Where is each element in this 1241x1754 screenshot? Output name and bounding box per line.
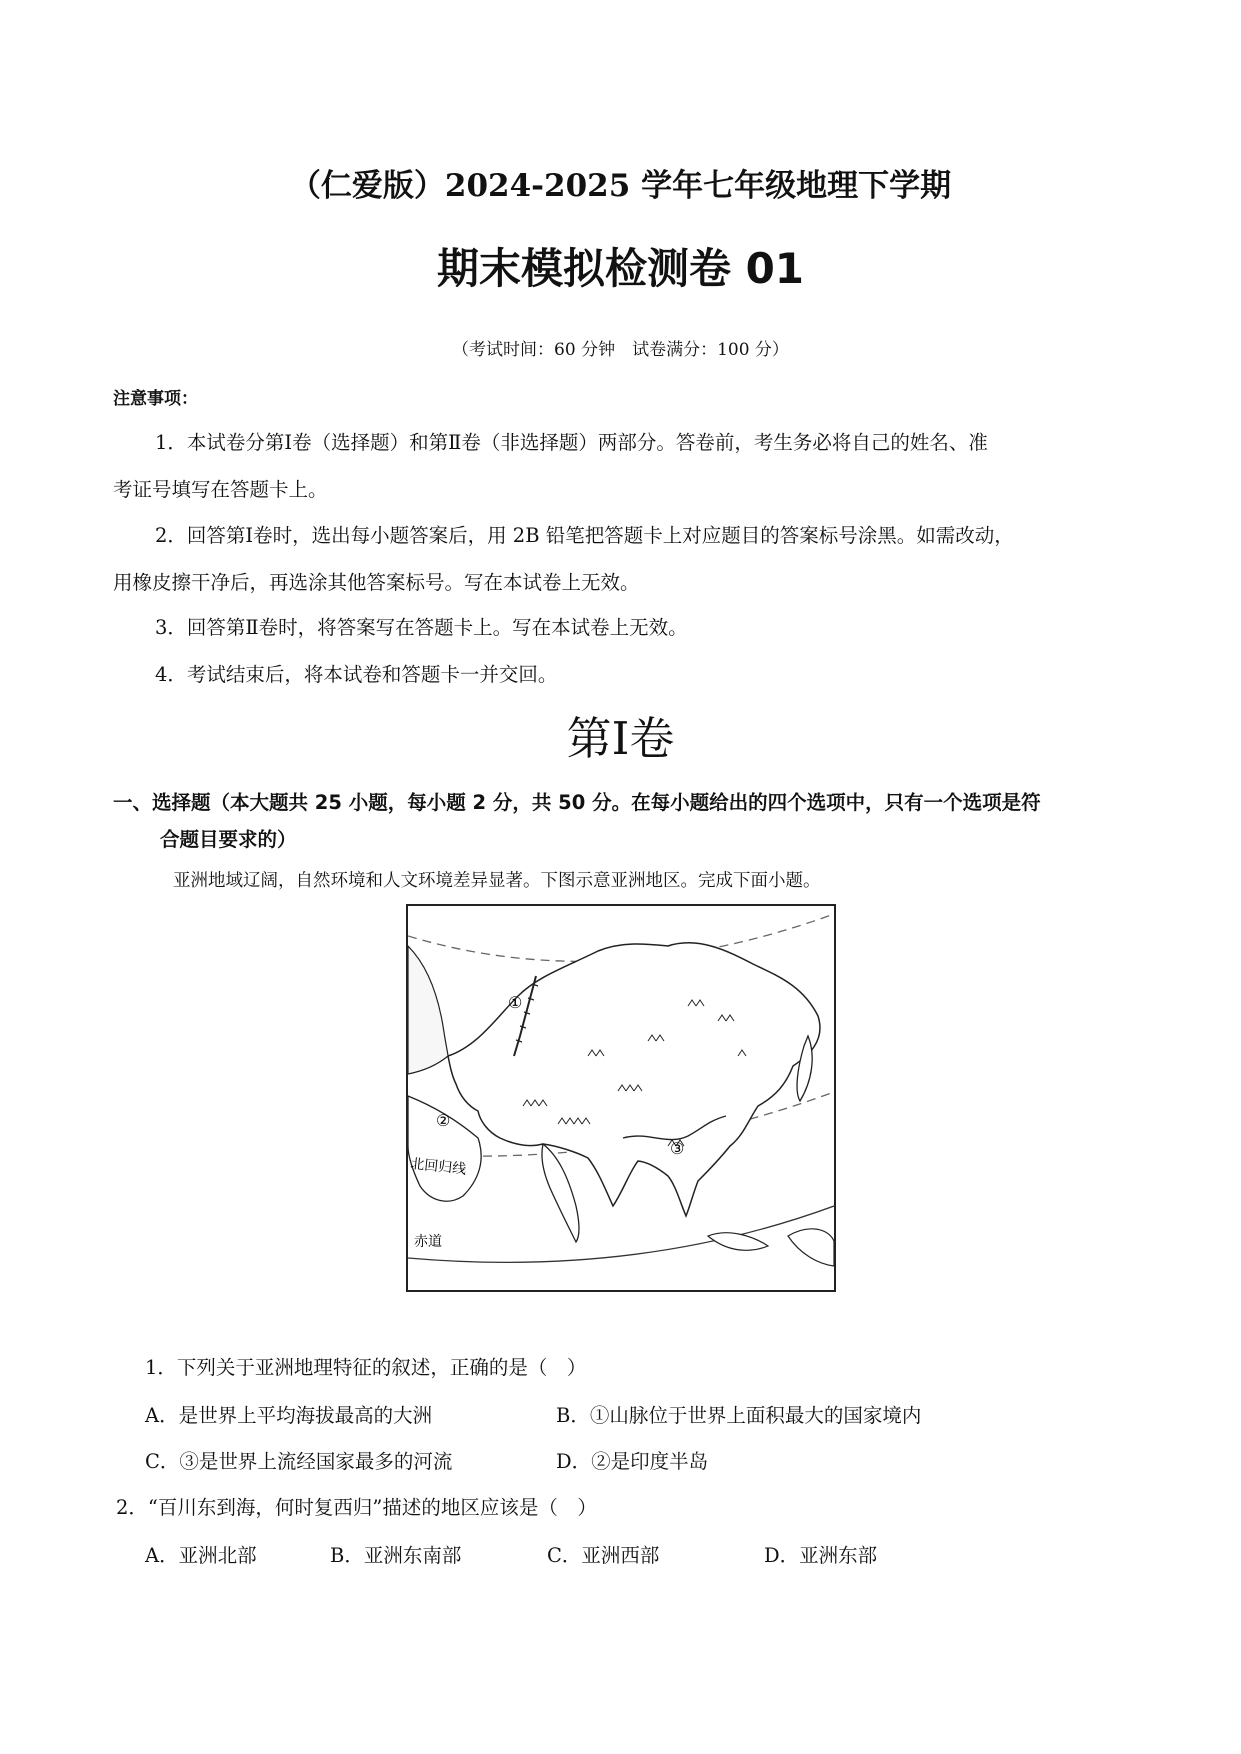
question-2-option-d: D．亚洲东部 [764,1544,878,1567]
southeast-asia-islands [708,1233,768,1251]
marker-2-label: ② [436,1111,451,1130]
exam-title-line1: （仁爱版）2024-2025 学年七年级地理下学期 [289,168,952,204]
section-heading: 一、选择题（本大题共 25 小题，每小题 2 分，共 50 分。在每小题给出的四个选项中，只有一个选项是符 [113,791,1041,814]
asia-map [406,904,836,1292]
notice-item-2-cont: 用橡皮擦干净后，再选涂其他答案标号。写在本试卷上无效。 [113,571,640,594]
exam-title-line2: 期末模拟检测卷 01 [436,244,805,293]
question-1-option-c: C．③是世界上流经国家最多的河流 [145,1450,453,1473]
notice-item-1-cont: 考证号填写在答题卡上。 [113,478,328,501]
notice-item-4: 4．考试结束后，将本试卷和答题卡一并交回。 [155,663,558,686]
notice-item-1: 1．本试卷分第Ⅰ卷（选择题）和第Ⅱ卷（非选择题）两部分。答卷前，考生务必将自己的姓名、准 [155,431,988,454]
indian-peninsula [542,1144,579,1242]
question-1-option-a: A．是世界上平均海拔最高的大洲 [145,1404,433,1427]
question-1-option-b: B．①山脉位于世界上面积最大的国家境内 [556,1404,922,1427]
question-2-option-c: C．亚洲西部 [547,1544,660,1567]
exam-time-score: （考试时间：60 分钟 试卷满分：100 分） [452,340,789,360]
section-title: 第Ⅰ卷 [566,712,675,765]
notice-item-2: 2．回答第Ⅰ卷时，选出每小题答案后，用 2B 铅笔把答题卡上对应题目的答案标号涂黑。如需改动， [155,524,1014,547]
new-guinea-island [788,1229,834,1266]
tropic-label: 北回归线 [409,1156,467,1178]
equator-line [408,1206,834,1262]
asia-outline [448,943,820,1216]
question-2-option-b: B．亚洲东南部 [330,1544,462,1567]
question-1-option-d: D．②是印度半岛 [556,1450,709,1473]
notice-item-3: 3．回答第Ⅱ卷时，将答案写在答题卡上。写在本试卷上无效。 [155,616,688,639]
question-stem: 亚洲地域辽阔，自然环境和人文环境差异显著。下图示意亚洲地区。完成下面小题。 [173,871,821,891]
notice-heading: 注意事项： [113,389,198,409]
europe-region [408,946,448,1074]
question-2-stem: 2．“百川东到海，何时复西归”描述的地区应该是（ ） [116,1496,597,1519]
question-1-stem: 1．下列关于亚洲地理特征的叙述，正确的是（ ） [145,1356,587,1379]
marker-1-label: ① [508,993,523,1012]
asia-map-drawing [408,906,834,1290]
marker-3-label: ③ [670,1139,685,1158]
section-heading-cont: 合题目要求的） [160,828,297,851]
equator-label: 赤道 [414,1234,442,1250]
question-2-option-a: A．亚洲北部 [145,1544,257,1567]
